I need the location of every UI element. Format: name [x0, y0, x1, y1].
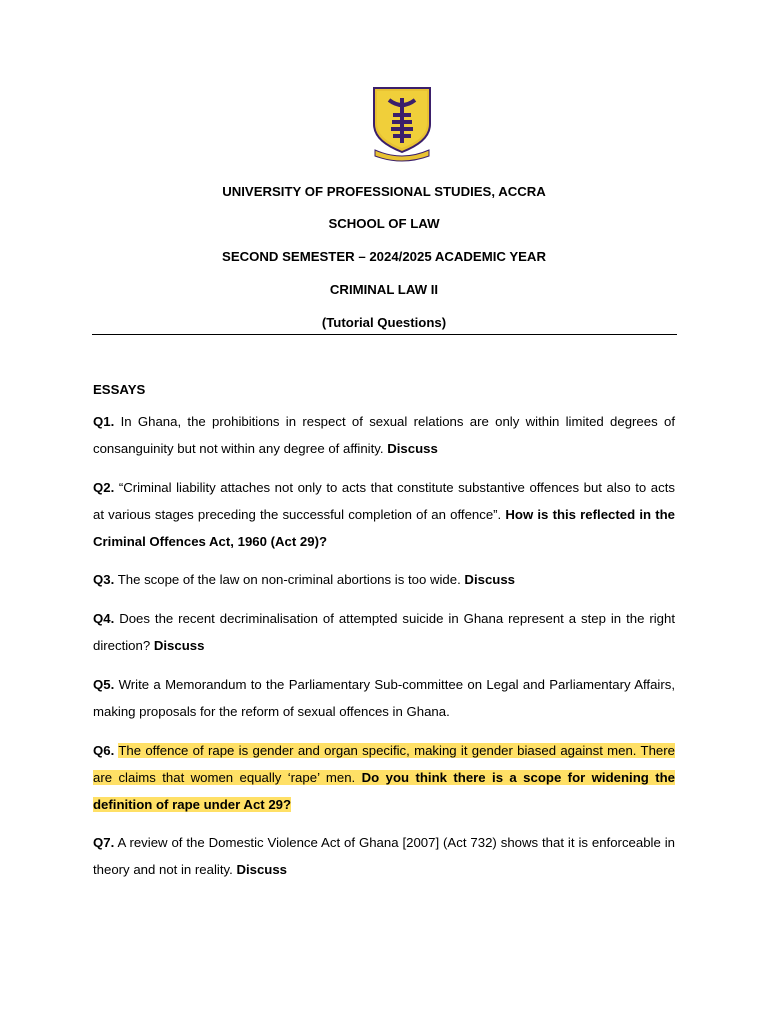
section-title: ESSAYS [93, 382, 146, 397]
question-number: Q5. [93, 677, 115, 692]
question-5 [93, 671, 675, 725]
course-title: CRIMINAL LAW II [329, 282, 439, 297]
question-number: Q2. [93, 480, 115, 495]
question-number: Q4. [93, 611, 115, 626]
question-text: A review of the Domestic Violence Act of Ghana [2007] (Act 732) shows that it is enforceable in theory and not in reality. [93, 835, 675, 877]
school-name: SCHOOL OF LAW [328, 216, 440, 231]
question-instruction: Discuss [464, 572, 516, 587]
question-7 [93, 829, 675, 883]
question-3 [93, 566, 675, 593]
question-text: In Ghana, the prohibitions in respect of sexual relations are only within limited degrees of consanguinity but not within any degree of affinity. [93, 414, 675, 456]
question-instruction: Discuss [387, 441, 438, 456]
university-name: UNIVERSITY OF PROFESSIONAL STUDIES, ACCRA [222, 184, 546, 199]
question-instruction: Discuss [236, 862, 288, 877]
question-text: “Criminal liability attaches not only to acts that constitute substantive offences but also to acts at various stages preceding the successful completion of an offence”. [93, 480, 675, 522]
question-text: The scope of the law on non-criminal abortions is too wide. [114, 572, 465, 587]
semester-line: SECOND SEMESTER – 2024/2025 ACADEMIC YEAR [222, 249, 546, 264]
question-number: Q1. [93, 414, 115, 429]
question-4 [93, 605, 675, 659]
question-2 [93, 474, 675, 555]
university-crest-icon [371, 86, 433, 162]
question-text-highlighted: The offence of rape is gender and organ specific, making it gender biased against men. There are claims that women equally ‘rape’ men. [93, 743, 675, 785]
header-divider [92, 334, 677, 335]
document-subtitle: (Tutorial Questions) [321, 315, 447, 330]
question-text: Write a Memorandum to the Parliamentary Sub-committee on Legal and Parliamentary Affairs, making proposals for the reform of sexual offences in Ghana. [93, 677, 675, 719]
question-6 [93, 737, 675, 818]
question-number: Q3. [93, 572, 115, 587]
question-text: Does the recent decriminalisation of attempted suicide in Ghana represent a step in the right direction? [93, 611, 675, 653]
question-instruction-highlighted: Do you think there is a scope for widening the definition of rape under Act 29? [93, 770, 675, 812]
question-instruction: Discuss [153, 638, 205, 653]
question-instruction: How is this reflected in the Criminal Offences Act, 1960 (Act 29)? [93, 507, 675, 549]
question-number: Q7. [93, 835, 115, 850]
question-1 [93, 408, 675, 462]
question-number: Q6. [93, 743, 115, 758]
